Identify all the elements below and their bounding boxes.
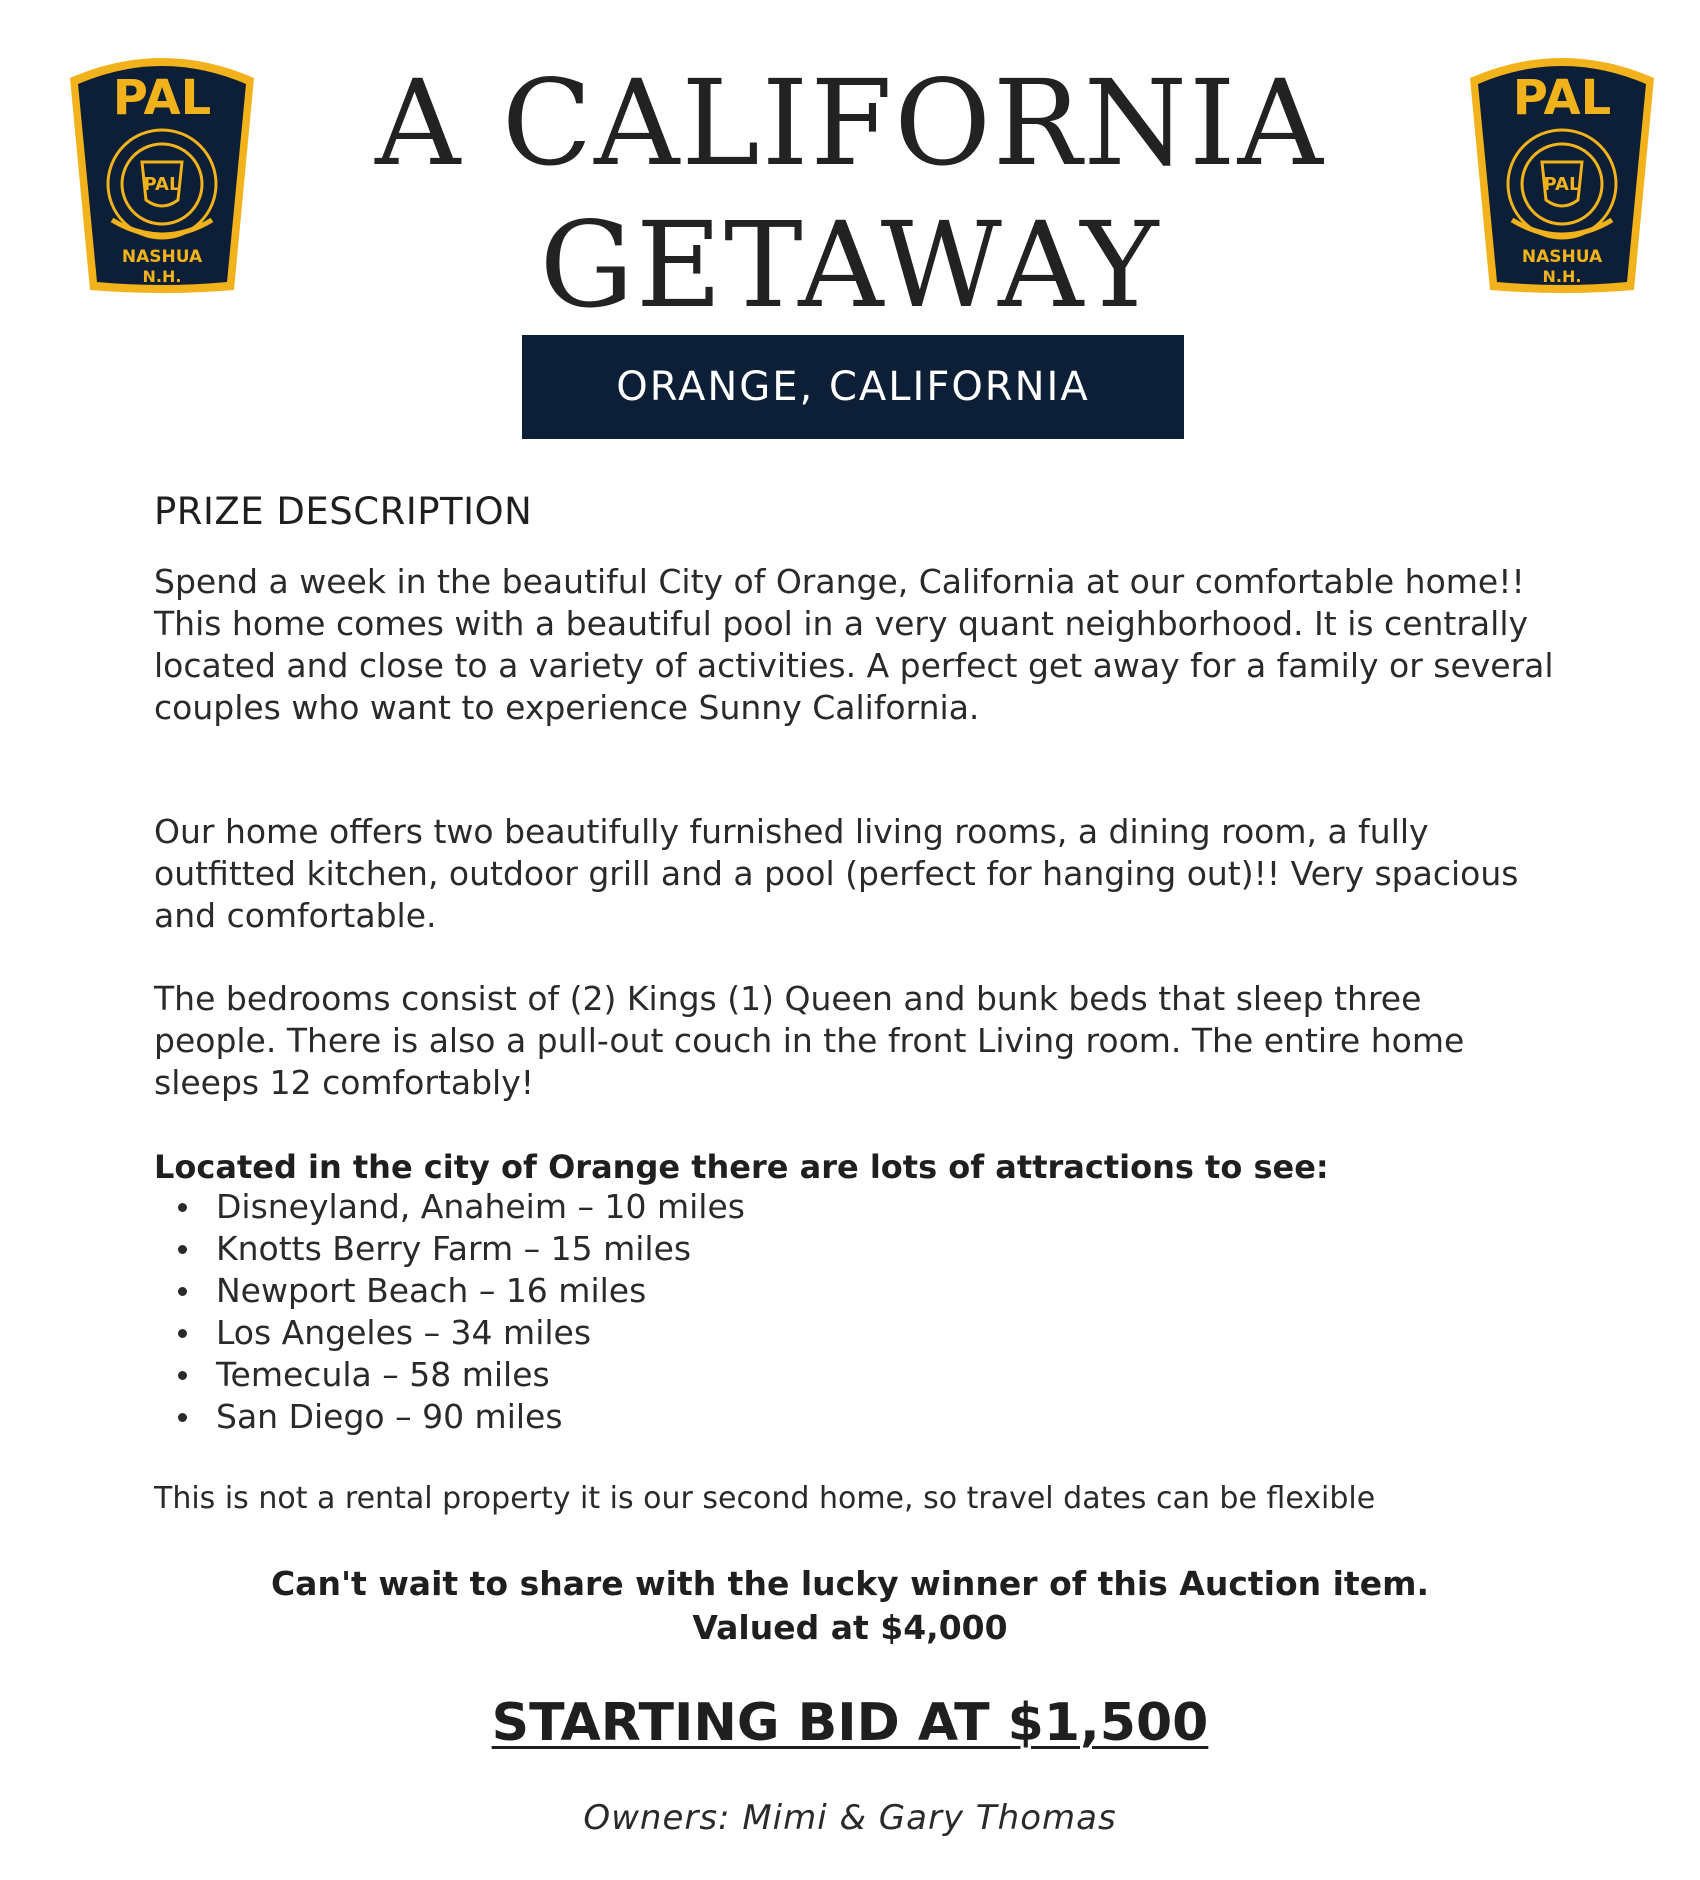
list-item: Temecula – 58 miles: [216, 1354, 745, 1396]
owners-credit: Owners: Mimi & Gary Thomas: [583, 1798, 1117, 1838]
svg-text:NASHUA: NASHUA: [1521, 247, 1603, 267]
starting-bid: [150, 1693, 1550, 1753]
prize-description-heading: PRIZE DESCRIPTION: [154, 490, 533, 533]
pal-logo-icon: [56, 44, 268, 300]
flexibility-note: This is not a rental property it is our second home, so travel dates can be flexible: [154, 1481, 1376, 1516]
page-title: [250, 52, 1450, 336]
pal-badge-left: [56, 44, 268, 300]
attractions-heading: Located in the city of Orange there are lots of attractions to see:: [154, 1148, 1329, 1186]
attractions-list: [154, 1186, 745, 1438]
description-paragraph-1: Spend a week in the beautiful City of Orange, California at our comfortable home!! This home comes with a beautiful pool in a very quant neighborhood. It is centrally located and close to a variety of activities. A perfect get away for a family or several couples who want to experience Sunny California.: [154, 562, 1554, 727]
description-paragraph-3: The bedrooms consist of (2) Kings (1) Queen and bunk beds that sleep three people. There is also a pull-out couch in the front Living room. The entire home sleeps 12 comfortably!: [154, 979, 1465, 1102]
title-line-2: GETAWAY: [539, 196, 1161, 334]
svg-text:PAL: PAL: [143, 174, 181, 195]
pal-badge-right: [1456, 44, 1668, 300]
svg-text:NASHUA: NASHUA: [121, 247, 203, 267]
list-item: San Diego – 90 miles: [216, 1396, 745, 1438]
list-item: Knotts Berry Farm – 15 miles: [216, 1228, 745, 1270]
description-paragraph-2: Our home offers two beautifully furnished living rooms, a dining room, a fully outfitted kitchen, outdoor grill and a pool (perfect for hanging out)!! Very spacious and comfortable.: [154, 812, 1519, 935]
pal-logo-icon: [1456, 44, 1668, 300]
svg-text:PAL: PAL: [112, 70, 212, 126]
svg-text:PAL: PAL: [1543, 174, 1581, 195]
svg-text:PAL: PAL: [1512, 70, 1612, 126]
location-banner: ORANGE, CALIFORNIA: [522, 335, 1184, 439]
svg-text:N.H.: N.H.: [142, 267, 182, 286]
title-line-1: A CALIFORNIA: [375, 54, 1325, 192]
list-item: Newport Beach – 16 miles: [216, 1270, 745, 1312]
valued-at: Valued at $4,000: [692, 1608, 1008, 1647]
closing-line-1: Can't wait to share with the lucky winner of this Auction item.: [270, 1564, 1430, 1603]
list-item: Disneyland, Anaheim – 10 miles: [216, 1187, 745, 1226]
starting-bid-text: STARTING BID AT $1,500: [491, 1693, 1209, 1753]
list-item: Los Angeles – 34 miles: [216, 1312, 745, 1354]
svg-text:N.H.: N.H.: [1542, 267, 1582, 286]
